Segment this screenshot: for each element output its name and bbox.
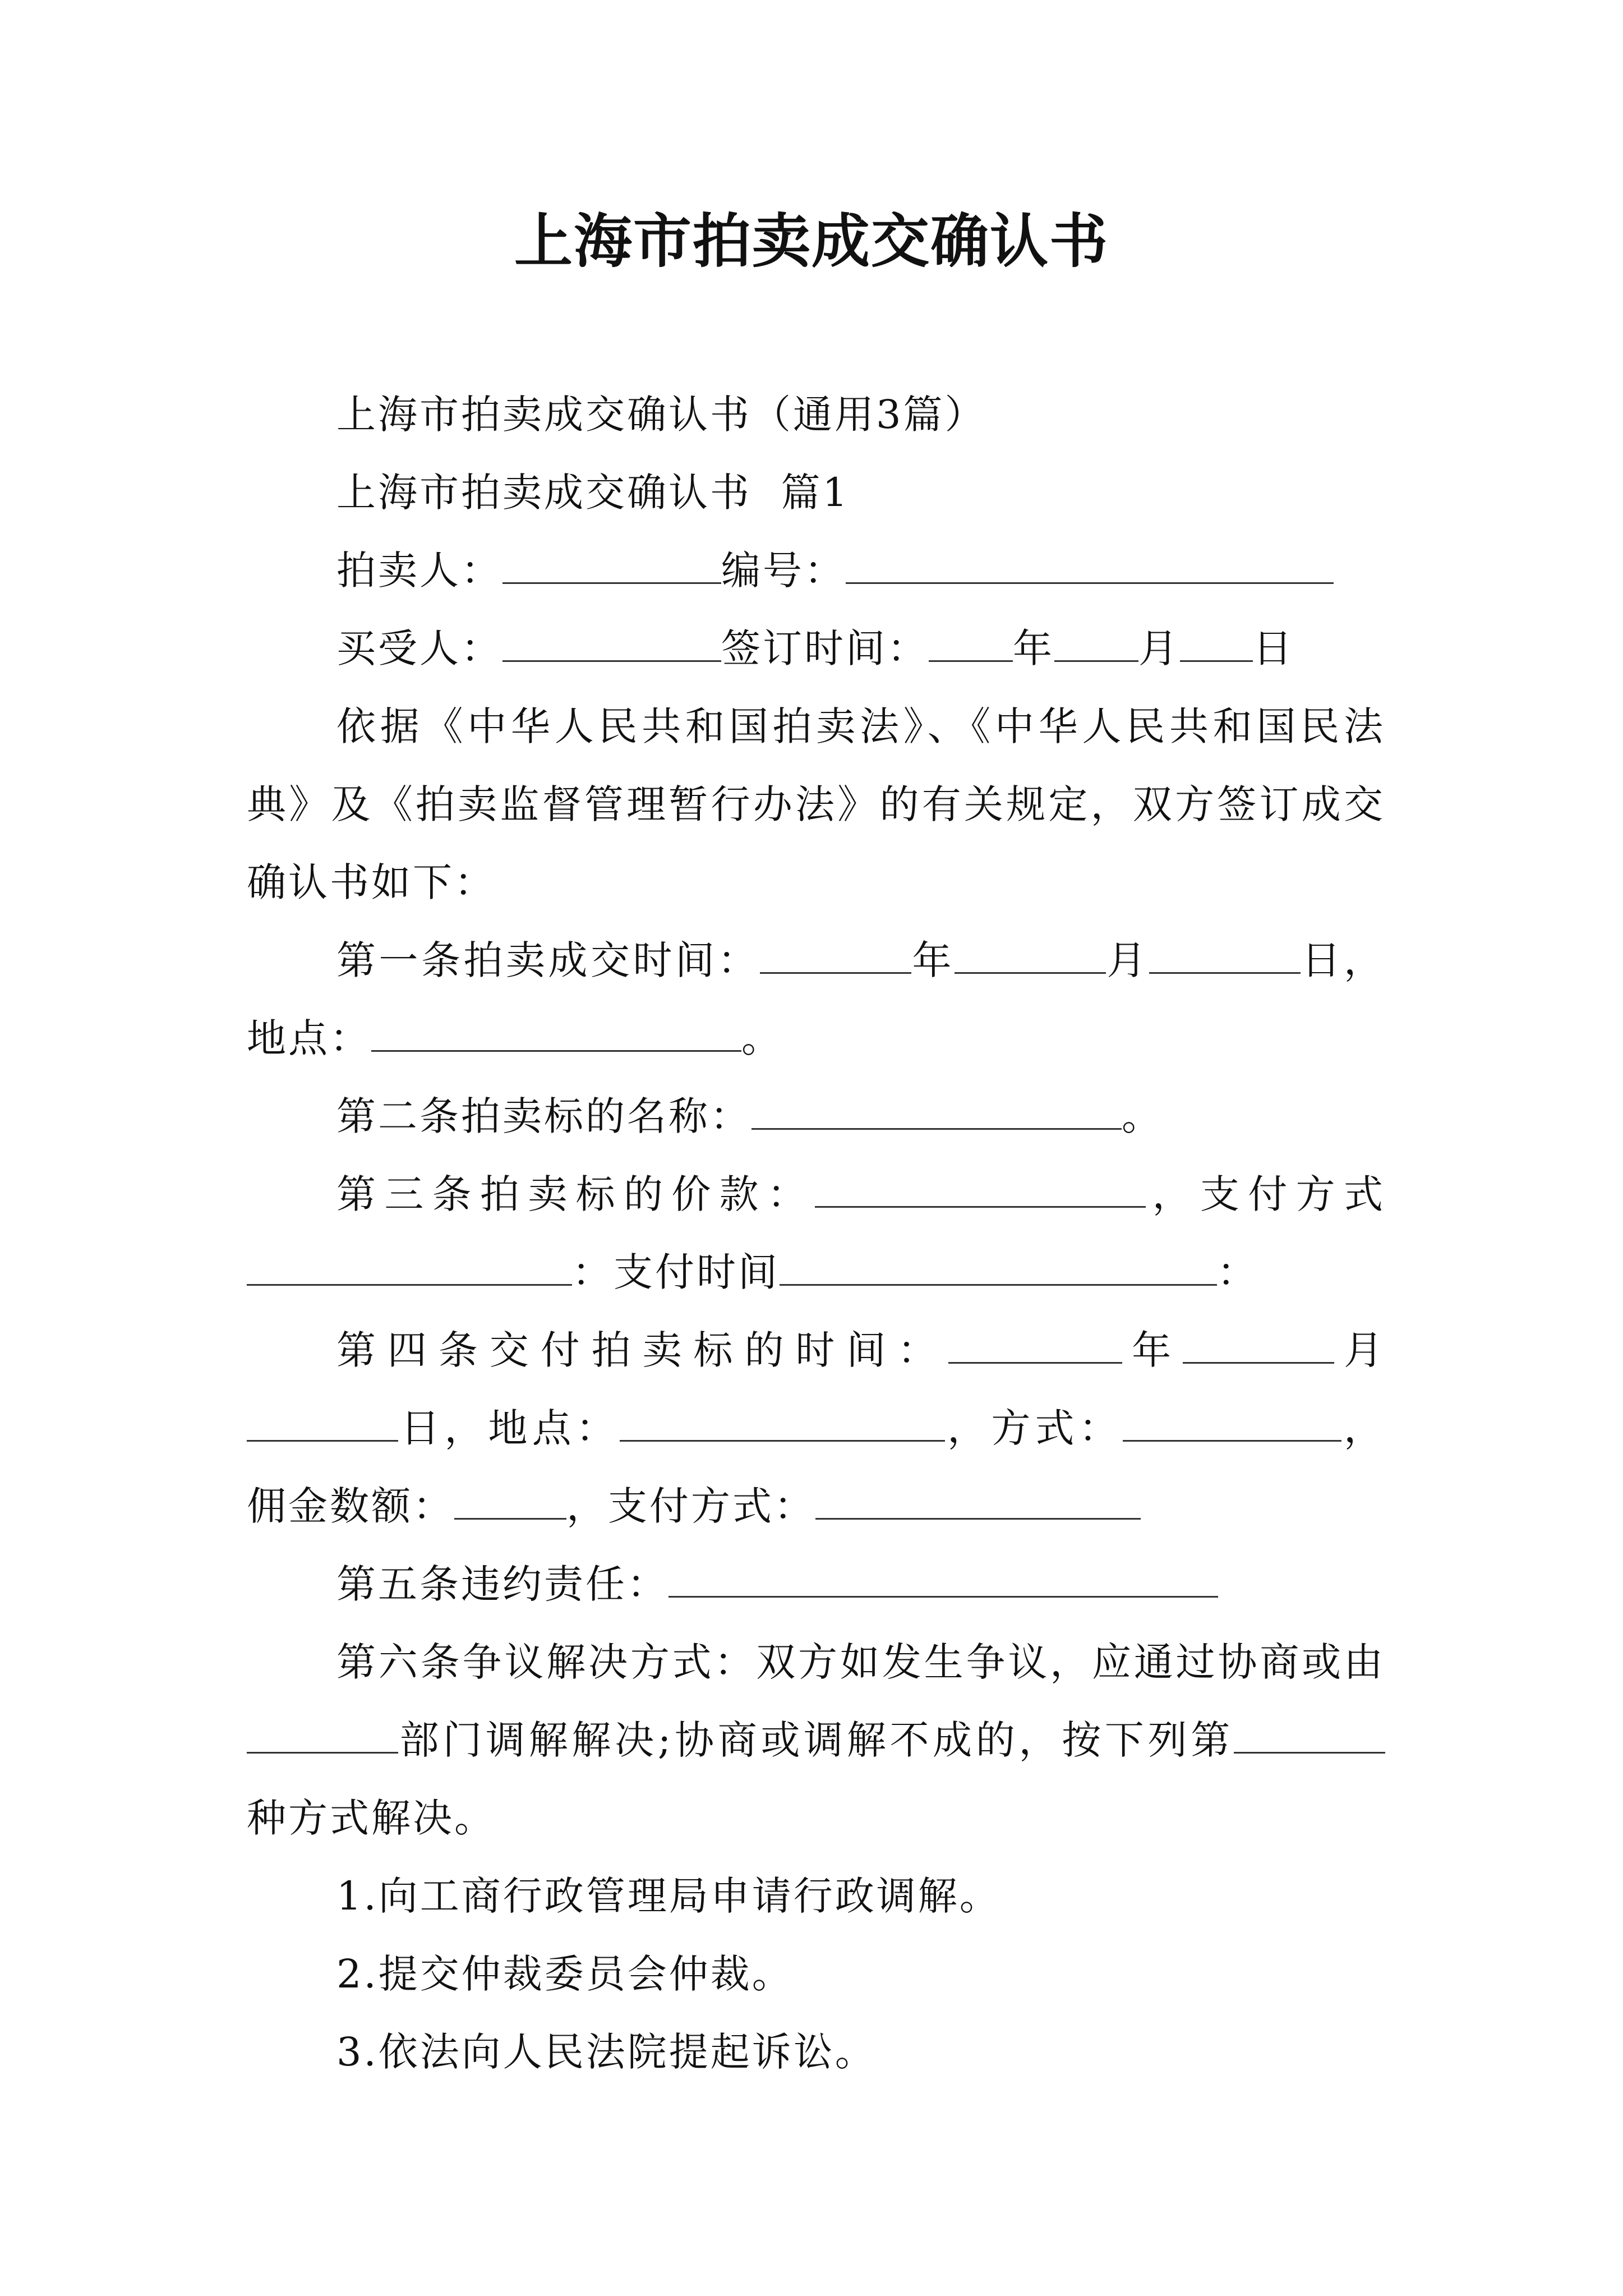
article-1-day-unit: 日，: [1301, 937, 1385, 983]
buyer-line: [247, 610, 1385, 688]
sign-day-blank: [1180, 625, 1253, 662]
article-1-month-unit: 月: [1106, 937, 1149, 983]
article-4-pay-method-label: ，支付方式：: [566, 1483, 815, 1529]
article-2-end: 。: [1122, 1093, 1163, 1139]
sign-day-unit: 日: [1253, 625, 1294, 671]
article-4-pay-method-blank: [815, 1483, 1141, 1520]
article-4-commission-label: 佣金数额：: [247, 1483, 454, 1529]
article-2: [247, 1078, 1385, 1156]
article-6-department-blank: [247, 1717, 398, 1754]
article-3-price-blank: [815, 1171, 1146, 1208]
number-blank: [846, 547, 1334, 584]
article-3-label: 第三条拍卖标的价款：: [336, 1171, 815, 1217]
article-4-label: 第四条交付拍卖标的时间：: [336, 1327, 949, 1373]
article-3-pay-time-label: ：支付时间: [572, 1249, 780, 1295]
article-6-option-blank: [1234, 1717, 1385, 1754]
article-4-month-unit: 月: [1334, 1327, 1386, 1373]
article-4-day-place-label: 日，地点：: [398, 1405, 620, 1451]
sign-year-blank: [929, 625, 1013, 662]
article-1-year-unit: 年: [911, 937, 955, 983]
article-4-commission-blank: [454, 1483, 566, 1520]
article-1-month-blank: [955, 937, 1106, 974]
document-title: 上海市拍卖成交确认书: [514, 206, 1109, 275]
article-4-comma: ，: [1341, 1405, 1386, 1451]
option-item: 3.依法向人民法院提起诉讼。: [336, 2029, 877, 2075]
buyer-label: 买受人：: [336, 625, 502, 671]
article-5-liability-blank: [668, 1561, 1218, 1598]
option-item: 2.提交仲裁委员会仲裁。: [336, 1951, 794, 1997]
article-4-place-blank: [620, 1405, 945, 1442]
sign-month-unit: 月: [1138, 625, 1180, 671]
article-6-text-a: 第六条争议解决方式：双方如发生争议，应通过协商或由: [336, 1639, 1385, 1685]
article-1-place-blank: [371, 1015, 741, 1052]
article-6-text-b: 部门调解解决;协商或调解不成的，按下列第: [398, 1717, 1234, 1763]
buyer-blank: [502, 625, 721, 662]
article-5-label: 第五条违约责任：: [336, 1561, 668, 1607]
sign-time-label: 签订时间：: [721, 625, 929, 671]
section-heading: 上海市拍卖成交确认书 篇1: [336, 470, 850, 516]
article-2-label: 第二条拍卖标的名称：: [336, 1093, 751, 1139]
article-5: [247, 1545, 1385, 1623]
article-4: [247, 1312, 1385, 1545]
article-1-day-blank: [1149, 937, 1301, 974]
seller-blank: [502, 547, 721, 584]
article-3-pay-method-blank: [247, 1249, 572, 1286]
number-label: 编号：: [721, 547, 846, 593]
article-3-end: ：: [1217, 1249, 1258, 1295]
seller-label: 拍卖人：: [336, 547, 502, 593]
article-1: [247, 922, 1385, 1078]
article-4-method-label: ，方式：: [945, 1405, 1123, 1451]
sign-year-unit: 年: [1013, 625, 1054, 671]
article-3-pay-time-blank: [780, 1249, 1217, 1286]
article-1-end: 。: [741, 1015, 783, 1061]
document-body: [247, 376, 1385, 2091]
article-4-year-blank: [948, 1327, 1122, 1364]
option-item: 1.向工商行政管理局申请行政调解。: [336, 1873, 1001, 1919]
article-4-year-unit: 年: [1122, 1327, 1183, 1373]
article-3-pay-method-label: ，支付方式: [1146, 1171, 1386, 1217]
article-1-place-label: 地点：: [247, 1015, 371, 1061]
article-1-year-blank: [760, 937, 911, 974]
article-6: [247, 1623, 1385, 1857]
article-4-method-blank: [1123, 1405, 1341, 1442]
article-6-text-c: 种方式解决。: [247, 1795, 496, 1841]
article-2-name-blank: [751, 1093, 1122, 1130]
article-4-day-blank: [247, 1405, 398, 1442]
article-4-month-blank: [1183, 1327, 1334, 1364]
intro-paragraph: 依据《中华人民共和国拍卖法》、《中华人民共和国民法典》及《拍卖监督管理暂行办法》的有关规定，双方签订成交确认书如下：: [247, 703, 1385, 905]
seller-line: [247, 532, 1385, 610]
sign-month-blank: [1054, 625, 1138, 662]
article-1-label: 第一条拍卖成交时间：: [336, 937, 760, 983]
article-3: [247, 1156, 1385, 1312]
subtitle: 上海市拍卖成交确认书（通用3篇）: [336, 392, 986, 438]
